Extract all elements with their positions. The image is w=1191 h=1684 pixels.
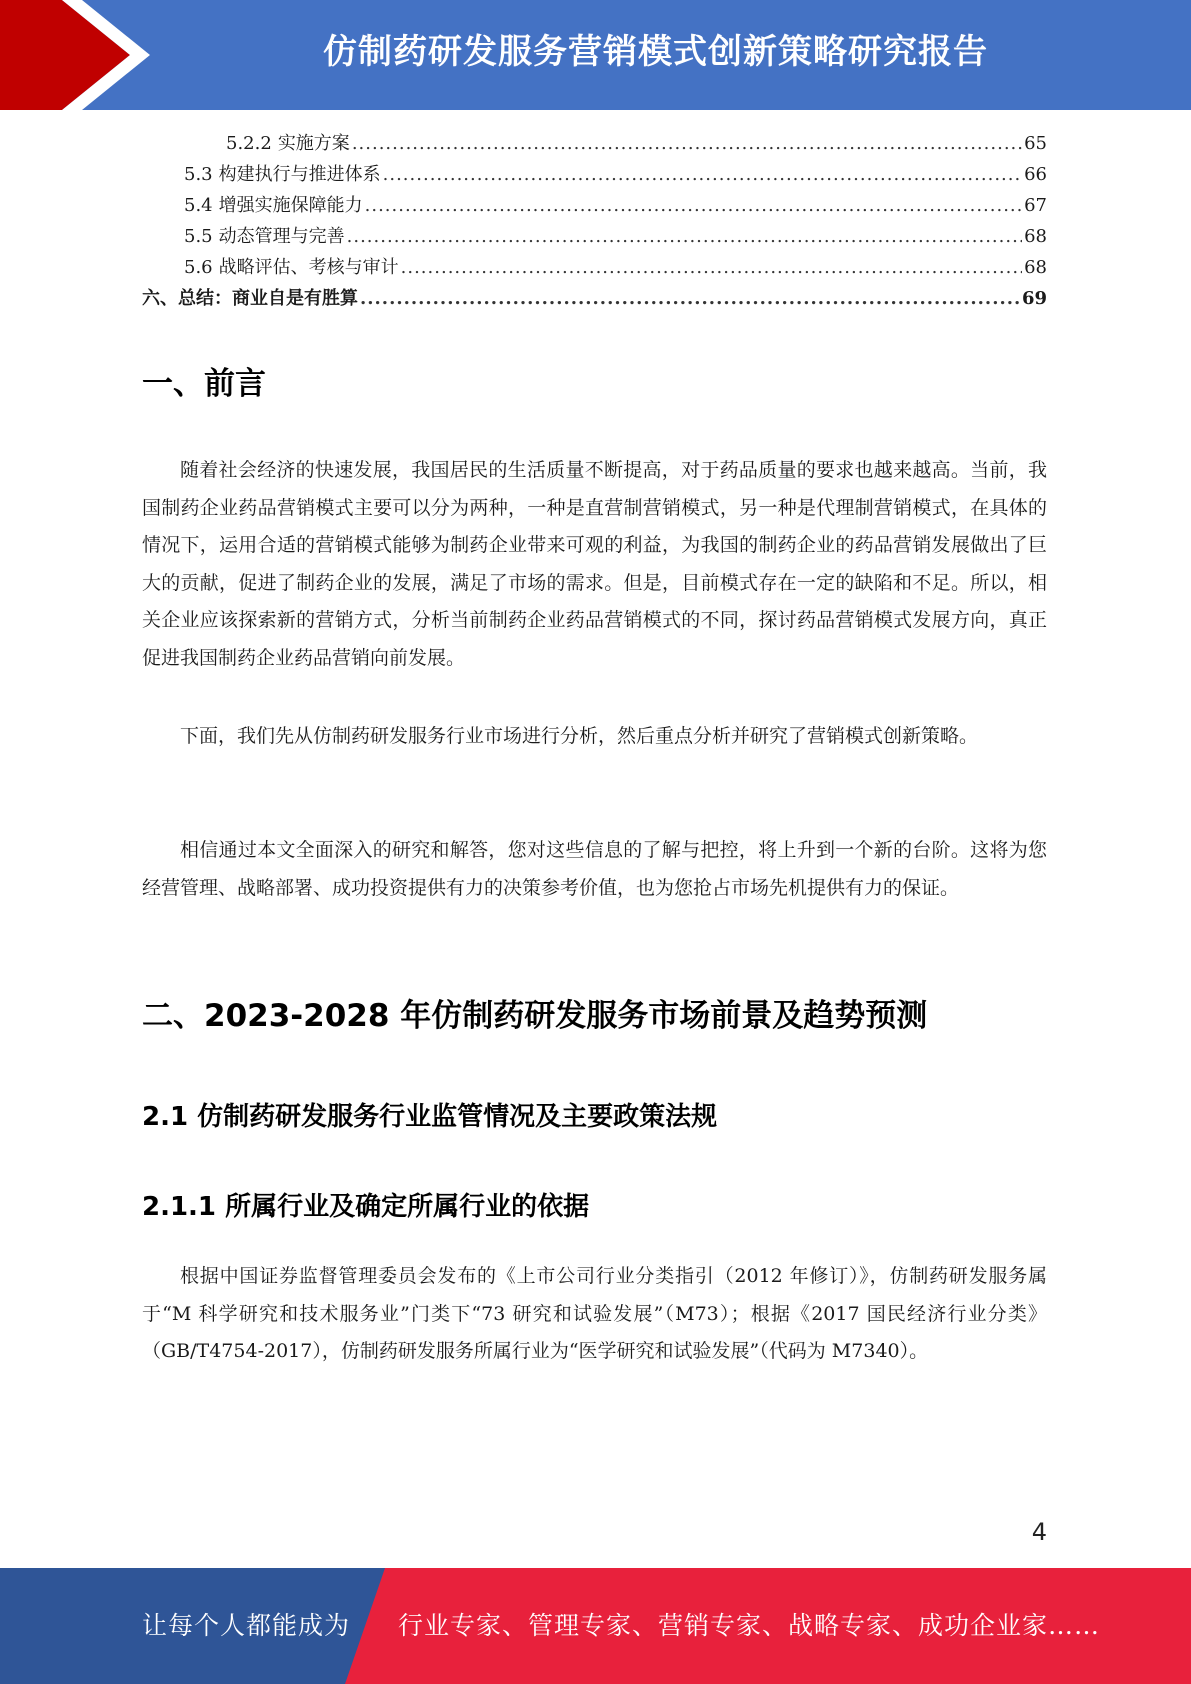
toc-entry-page: 68 [1024,257,1047,278]
preface-paragraph-3: 相信通过本文全面深入的研究和解答，您对这些信息的了解与把控，将上升到一个新的台阶。这将为您经营管理、战略部署、成功投资提供有力的决策参考价值，也为您抢占市场先机提供有力的保证。 [142,839,1047,899]
toc-entry-number: 5.2.2 [226,133,272,154]
industry-basis-paragraph: 根据中国证券监督管理委员会发布的《上市公司行业分类指引（2012 年修订）》，仿制药研发服务属于“M 科学研究和技术服务业”门类下“73 研究和试验发展”（M73）；根据《2017 国民经济行业分类》（GB/T4754-2017），仿制药研发服务所属行业为“医学研究和试验发展”（代码为 M7340）。 [142,1265,1047,1362]
preface-paragraph-1: 随着社会经济的快速发展，我国居民的生活质量不断提高，对于药品质量的要求也越来越高。当前，我国制药企业药品营销模式主要可以分为两种，一种是直营制营销模式，另一种是代理制营销模式，在具体的情况下，运用合适的营销模式能够为制药企业带来可观的利益，为我国的制药企业的药品营销发展做出了巨大的贡献，促进了制药企业的发展，满足了市场的需求。但是，目前模式存在一定的缺陷和不足。所以，相关企业应该探索新的营销方式，分析当前制药企业药品营销模式的不同，探讨药品营销模式发展方向，真正促进我国制药企业药品营销向前发展。 [142,459,1047,669]
toc-entry-label: 六、总结：商业自是有胜算 [142,288,358,309]
toc-entry[interactable] [142,283,1047,314]
toc-dot-leader [401,252,1022,283]
toc-entry-number: 5.5 [184,226,213,247]
table-of-contents [142,128,1047,314]
subsection-heading-regulation: 2.1 仿制药研发服务行业监管情况及主要政策法规 [142,1102,718,1132]
toc-entry-label: 战略评估、考核与审计 [218,257,399,278]
toc-dot-leader [360,283,1020,314]
page-number: 4 [1031,1518,1047,1546]
toc-entry-label: 构建执行与推进体系 [218,164,381,185]
toc-entry-page: 69 [1021,288,1047,309]
page-header [0,0,1191,110]
toc-dot-leader [352,128,1022,159]
toc-entry[interactable] [142,128,1047,159]
page-footer [0,1568,1191,1684]
footer-slogan-right: 行业专家、管理专家、营销专家、战略专家、成功企业家…… [398,1611,1101,1640]
section-heading-market-forecast: 二、2023-2028 年仿制药研发服务市场前景及趋势预测 [142,998,928,1034]
toc-entry[interactable] [142,190,1047,221]
toc-entry-label: 增强实施保障能力 [218,195,363,216]
report-title: 仿制药研发服务营销模式创新策略研究报告 [323,32,988,72]
toc-dot-leader [383,159,1022,190]
toc-entry-page: 65 [1024,133,1047,154]
toc-entry-page: 66 [1024,164,1047,185]
toc-entry-number: 5.3 [184,164,213,185]
toc-entry-number: 5.6 [184,257,213,278]
footer-slogan-left: 让每个人都能成为 [142,1611,351,1640]
toc-dot-leader [365,190,1022,221]
section-heading-preface: 一、前言 [142,366,266,402]
toc-entry-label: 实施方案 [277,133,350,154]
toc-entry[interactable] [142,159,1047,190]
toc-entry-number: 5.4 [184,195,213,216]
toc-entry-label: 动态管理与完善 [218,226,345,247]
preface-paragraph-2: 下面，我们先从仿制药研发服务行业市场进行分析，然后重点分析并研究了营销模式创新策略。 [180,725,979,747]
toc-entry-page: 67 [1024,195,1047,216]
header-arrow-decoration [0,0,180,110]
toc-entry[interactable] [142,252,1047,283]
subsection-heading-industry-basis: 2.1.1 所属行业及确定所属行业的依据 [142,1192,590,1222]
toc-entry-page: 68 [1024,226,1047,247]
toc-dot-leader [347,221,1022,252]
toc-entry[interactable] [142,221,1047,252]
